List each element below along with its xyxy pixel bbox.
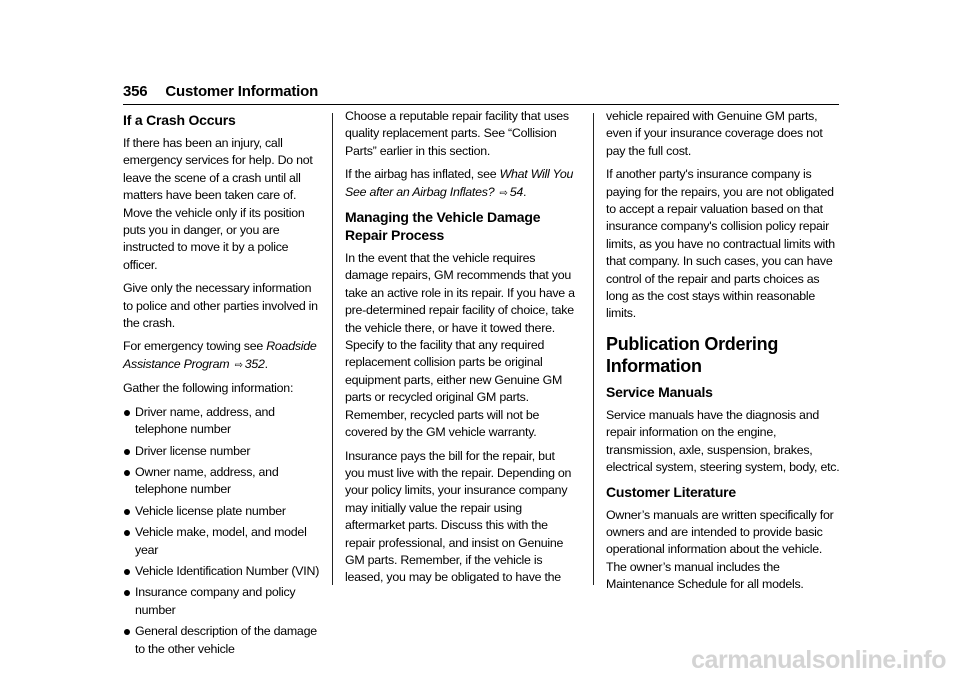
airbag-text: If the airbag has inflated, see (345, 167, 497, 182)
airbag-inflates-link[interactable]: What Will You See after an Airbag Inflates? (345, 167, 574, 199)
crash-heading: If a Crash Occurs (123, 112, 236, 128)
list-item: Vehicle license plate number (123, 503, 321, 520)
damage-repair-paragraph: In the event that the vehicle requires damage repairs, GM recommends that you take an active role in its repair. If you have a pre-determined repair facility of choice, take the vehicle there, or have it towed there. Specify to the facility that any required replacement collision parts be original equipment parts, either new Genuine GM parts or recycled original GM parts. Remember, recycled parts will not be covered by the GM vehicle warranty. (345, 251, 575, 440)
page-ref-number[interactable]: 54 (509, 184, 523, 199)
list-item: Vehicle make, model, and model year (123, 524, 321, 559)
list-item: Insurance company and policy number (123, 584, 321, 619)
insurance-paragraph: Insurance pays the bill for the repair, but you must live with the repair. Depending on your policy limits, your insurance company may initially value the repair using aftermarket parts. Discuss this with the repair professional, and insist on Genuine GM parts. Remember, if the vehicle is leased, you may be obligated to have the (345, 448, 572, 585)
page-reference-arrow-icon: ⇨ (234, 359, 243, 371)
column-1 (123, 108, 321, 662)
page-header (123, 82, 839, 105)
list-item: Vehicle Identification Number (VIN) (123, 563, 321, 580)
genuine-parts-paragraph: vehicle repaired with Genuine GM parts, even if your insurance coverage does not pay the full cost. (606, 109, 823, 158)
service-manuals-paragraph: Service manuals have the diagnosis and repair information on the engine, transmission, axle, suspension, brakes, electrical system, steering system, body, etc. (606, 407, 840, 475)
watermark: carmanualsonline.info (691, 646, 946, 674)
towing-paragraph: For emergency towing see Roadside Assistance Program ⇨ 352. (123, 339, 317, 371)
customer-literature-paragraph: Owner’s manuals are written specifically for owners and are intended to provide basic operational information about the vehicle. The owner’s manual includes the Maintenance Schedule for all models. (606, 507, 834, 592)
damage-repair-heading: Managing the Vehicle Damage Repair Process (345, 209, 541, 244)
repair-facility-paragraph: Choose a reputable repair facility that uses quality replacement parts. See “Collision Parts” earlier in this section. (345, 109, 569, 158)
customer-literature-heading: Customer Literature (606, 483, 737, 500)
list-item: Driver license number (123, 443, 321, 460)
list-item: Owner name, address, and telephone number (123, 464, 321, 499)
column-divider (593, 113, 594, 585)
page-ref-number[interactable]: 352 (244, 356, 265, 371)
column-3 (606, 108, 841, 600)
publication-ordering-heading: Publication Ordering Information (606, 333, 779, 376)
section-title: Customer Information (165, 83, 319, 100)
info-paragraph: Give only the necessary information to police and other parties involved in the crash. (123, 281, 318, 331)
column-divider (332, 113, 333, 585)
column-2 (345, 108, 577, 593)
towing-text: For emergency towing see (123, 339, 264, 354)
service-manuals-heading: Service Manuals (606, 383, 713, 400)
list-item: General description of the damage to the other vehicle (123, 623, 321, 658)
info-list (123, 404, 321, 658)
gather-paragraph: Gather the following information: (123, 381, 294, 396)
crash-paragraph: If there has been an injury, call emergency services for help. Do not leave the scene of a crash until all matters have been taken care of. Move the vehicle only if its position puts you in danger, or you are instructed to move it by a police officer. (123, 136, 313, 272)
airbag-paragraph: If the airbag has inflated, see What Will You See after an Airbag Inflates? ⇨ 54. (345, 167, 574, 199)
page-reference-arrow-icon: ⇨ (499, 187, 508, 199)
roadside-assistance-link[interactable]: Roadside Assistance Program (123, 339, 317, 371)
other-party-paragraph: If another party's insurance company is paying for the repairs, you are not obligated to accept a repair valuation based on that insurance company's collision policy repair limits, as you have no contractual limits with that company. In such cases, you can have control of the repair and parts choices as long as the cost stays within reasonable limits. (606, 167, 835, 321)
page-number: 356 (123, 83, 148, 100)
list-item: Driver name, address, and telephone number (123, 404, 321, 439)
